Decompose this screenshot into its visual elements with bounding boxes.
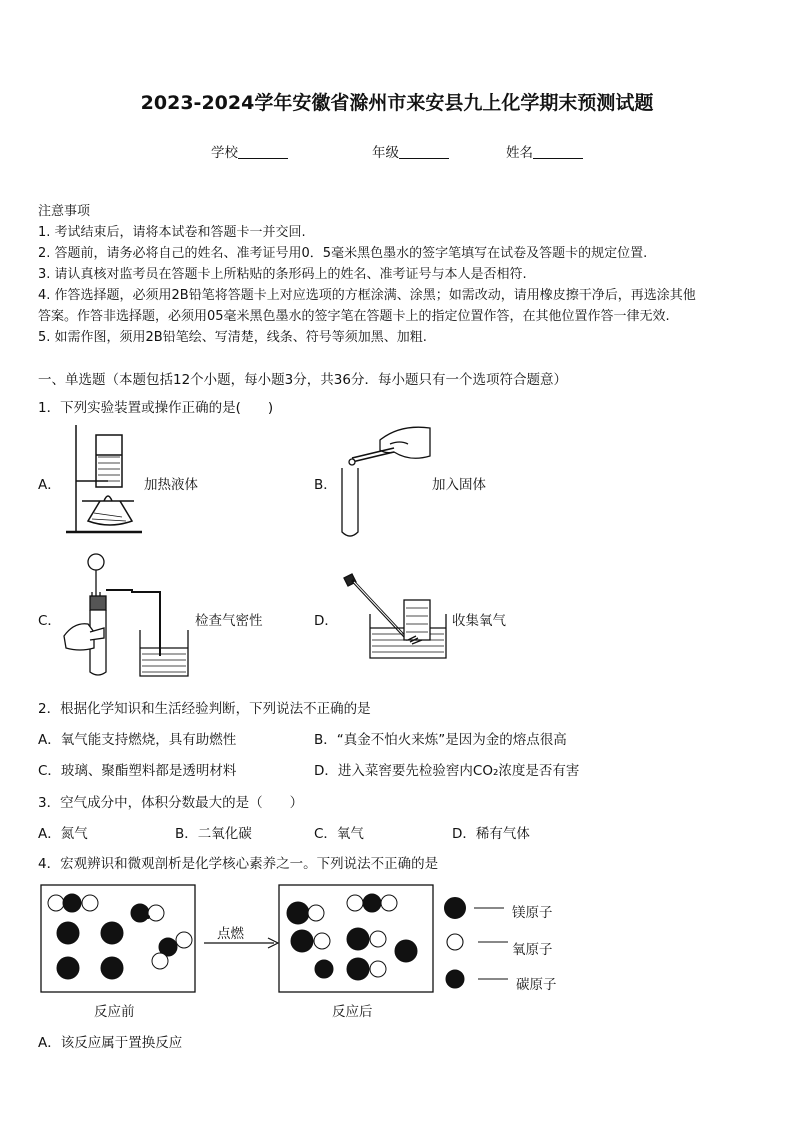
legend-oxygen-label: 氧原子 [512,942,553,958]
grade-label: 年级 [372,145,399,161]
section-heading: 一、单选题（本题包括12个小题，每小题3分，共36分．每小题只有一个选项符合题意） [38,372,567,388]
notice-heading: 注意事项 [38,204,91,219]
q1-stem: 1．下列实验装置或操作正确的是( ) [38,400,274,416]
q1-option-c-letter[interactable]: C． [38,613,61,629]
carbon-atom-icon [446,969,506,989]
q2-stem: 2．根据化学知识和生活经验判断，下列说法不正确的是 [38,701,371,717]
q4-option-a[interactable]: A．该反应属于置换反应 [38,1035,183,1051]
q3-option-a[interactable]: A．氮气 [38,826,88,842]
q2-option-c[interactable]: C．玻璃、聚酯塑料都是透明材料 [38,763,237,779]
school-blank[interactable] [238,144,288,159]
q3-option-b[interactable]: B．二氧化碳 [175,826,252,842]
legend-carbon-label: 碳原子 [516,977,557,993]
grade-field[interactable] [372,141,449,161]
reaction-arrow-icon [202,937,282,949]
q3-stem: 3．空气成分中，体积分数最大的是（ ） [38,795,304,811]
notice-item: 3. 请认真核对监考员在答题卡上所粘贴的条形码上的姓名、准考证号与本人是否相符. [38,267,527,282]
school-field[interactable] [211,141,288,161]
name-blank[interactable] [533,144,583,159]
q3-option-d[interactable]: D．稀有气体 [452,826,530,842]
reaction-condition-label: 点燃 [217,926,244,942]
q1-option-a-caption: 加热液体 [144,477,198,493]
q3-option-c[interactable]: C．氧气 [314,826,364,842]
adding-solid-tweezers-icon [330,420,440,540]
q1-option-d-caption: 收集氧气 [452,613,506,629]
q2-option-b[interactable]: B．“真金不怕火来炼”是因为金的熔点很高 [314,732,567,748]
airtightness-check-apparatus-icon [60,552,195,680]
q1-option-a-letter[interactable]: A． [38,477,61,493]
q1-option-c-caption: 检查气密性 [195,613,263,629]
reaction-before-box [40,884,196,994]
notice-item: 4. 作答选择题，必须用2B铅笔将答题卡上对应选项的方框涂满、涂黑；如需改动，请用橡皮擦干净后，再选涂其他 [38,288,696,303]
name-field[interactable] [506,141,583,161]
oxygen-atom-icon [446,933,506,953]
reaction-after-box [278,884,434,994]
page-title: 2023-2024学年安徽省滁州市来安县九上化学期末预测试题 [140,92,654,114]
q1-option-b-caption: 加入固体 [432,477,486,493]
q2-option-a[interactable]: A．氧气能支持燃烧，具有助燃性 [38,732,237,748]
notice-item: 5. 如需作图，须用2B铅笔绘、写清楚，线条、符号等须加黑、加粗. [38,330,427,345]
notice-block [38,201,696,348]
school-label: 学校 [211,145,238,161]
q2-option-d[interactable]: D．进入菜窖要先检验窖内CO₂浓度是否有害 [314,763,580,779]
reaction-after-label: 反应后 [332,1004,373,1020]
q1-option-d-letter[interactable]: D． [314,613,338,629]
notice-item: 2. 答题前，请务必将自己的姓名、准考证号用0．5毫米黑色墨水的签字笔填写在试卷及答题卡的规定位置. [38,246,648,261]
q1-option-b-letter[interactable]: B． [314,477,337,493]
name-label: 姓名 [506,145,533,161]
legend-magnesium-label: 镁原子 [512,905,553,921]
collecting-oxygen-apparatus-icon [338,572,448,664]
q4-stem: 4．宏观辨识和微观剖析是化学核心素养之一。下列说法不正确的是 [38,856,439,872]
notice-item: 答案。作答非选择题，必须用05毫米黑色墨水的签字笔在答题卡上的指定位置作答，在其他位置作答一律无效. [38,309,670,324]
grade-blank[interactable] [399,144,449,159]
reaction-before-label: 反应前 [94,1004,135,1020]
notice-item: 1. 考试结束后，请将本试卷和答题卡一并交回. [38,225,306,240]
heating-liquid-apparatus-icon [60,425,150,540]
magnesium-atom-icon [444,897,504,921]
